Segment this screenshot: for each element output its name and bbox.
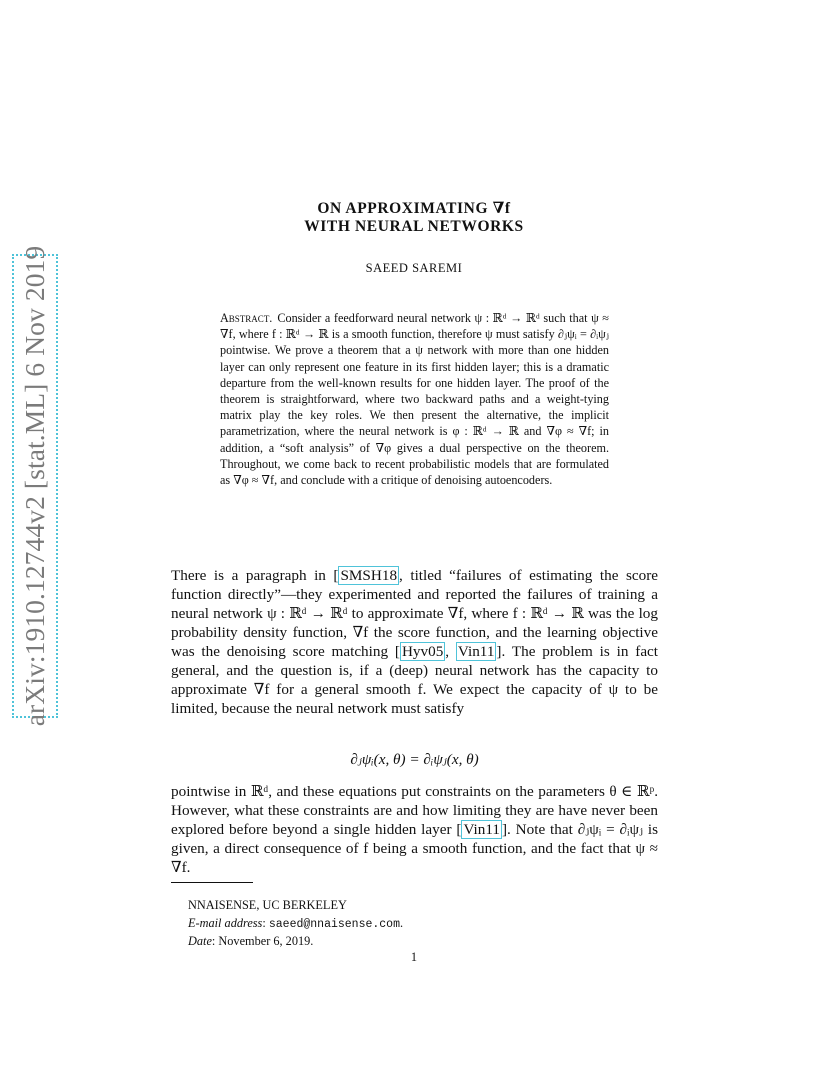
body-text: , bbox=[445, 643, 456, 660]
abstract-label: Abstract. bbox=[220, 311, 273, 325]
arxiv-stamp[interactable] bbox=[12, 245, 58, 727]
display-equation: ∂ⱼψᵢ(x, θ) = ∂ᵢψⱼ(x, θ) bbox=[350, 751, 479, 768]
date-label: Date bbox=[188, 934, 212, 948]
body-text: . The problem is in fact general, and the question is, if a (deep) neural network has the capacity to approximate ∇f for a general smooth f. We expect the capacity of ψ to be limited, because the neural network must satisfy bbox=[171, 643, 659, 717]
paper-title bbox=[0, 200, 828, 236]
affiliation: NNAISENSE, UC BERKELEY bbox=[188, 898, 347, 912]
page-number: 1 bbox=[410, 950, 418, 964]
email-link[interactable]: saeed@nnaisense.com bbox=[268, 917, 400, 931]
email-line: E-mail address: saeed@nnaisense.com. bbox=[188, 915, 404, 931]
body-text: , titled “failures of estimating the score function directly”—they experimented and reported the failures of training a neural network ψ : ℝᵈ → ℝᵈ to approximate ∇f, where f : ℝᵈ → ℝ was the log probability density function, ∇f the score function, and the learning objective was the denoising score matching bbox=[171, 567, 658, 660]
arxiv-identifier: arXiv:1910.12744v2 [stat.ML] 6 Nov 2019 bbox=[19, 245, 50, 727]
footnote-divider bbox=[171, 882, 253, 883]
citation-link-vin11[interactable]: Vin11 bbox=[457, 643, 495, 660]
citation-link-smsh18[interactable]: SMSH18 bbox=[340, 567, 398, 584]
abstract bbox=[220, 310, 609, 488]
title-line-2: WITH NEURAL NETWORKS bbox=[304, 218, 524, 235]
body-paragraph-1: There is a paragraph in [ SMSH18 , titled “failures of estimating the score function directly”—they experimented and reported the failures of training a neural network ψ : ℝᵈ → ℝᵈ to approximate ∇f, where f : ℝᵈ → ℝ was the log probability density function, ∇f the score function, and the learning objective was the denoising score matching [ Hyv05 , Vin11 ]. The problem is in fact general, and the question is, if a (deep) neural network has the capacity to approximate ∇f for a general smooth f. We expect the capacity of ψ to be limited, because the neural network must satisfy bbox=[171, 567, 659, 717]
body-text: pointwise in ℝᵈ, and these equations put constraints on the parameters θ ∈ ℝᵖ. However, what these constraints are and how limiting they are have never been explored before beyond a single hidden layer bbox=[171, 783, 658, 838]
author-name: SAEED SAREMI bbox=[365, 261, 463, 275]
body-text: . Note that ∂ⱼψᵢ = ∂ᵢψⱼ is given, a direct consequence of f being a smooth function, and the fact that ψ ≈ ∇f. bbox=[171, 821, 658, 876]
body-text: There is a paragraph in bbox=[171, 567, 334, 584]
citation-link-hyv05[interactable]: Hyv05 bbox=[401, 643, 444, 660]
date-line: Date: November 6, 2019. bbox=[188, 934, 314, 948]
body-paragraph-2: pointwise in ℝᵈ, and these equations put constraints on the parameters θ ∈ ℝᵖ. However, what these constraints are and how limiting they are have never been explored before beyond a single hidden layer [ Vin11 ]. Note that ∂ⱼψᵢ = ∂ᵢψⱼ is given, a direct consequence of f being a smooth function, and the fact that ψ ≈ ∇f. bbox=[171, 783, 658, 876]
abstract-text: Consider a feedforward neural network ψ : ℝᵈ → ℝᵈ such that ψ ≈ ∇f, where f : ℝᵈ → ℝ is a smooth function, therefore ψ must satisfy ∂ⱼψᵢ = ∂ᵢψⱼ pointwise. We prove a theorem that a ψ network with more than one hidden layer can only represent one feature in its first hidden layer; this is a dramatic departure from the well-known results for one hidden layer. The proof of the theorem is straightforward, where two backward paths and a weight-tying matrix play the key roles. We then present the alternative, the implicit parametrization, where the neural network is φ : ℝᵈ → ℝ and ∇φ ≈ ∇f; in addition, a “soft analysis” of ∇φ gives a dual perspective on the theorem. Throughout, we come back to recent probabilistic models that are formulated as ∇φ ≈ ∇f, and conclude with a critique of denoising autoencoders. bbox=[220, 311, 609, 488]
title-line-1: ON APPROXIMATING ∇f bbox=[317, 200, 511, 217]
footnote bbox=[188, 897, 403, 951]
date-value: November 6, 2019. bbox=[218, 934, 314, 948]
citation-link-vin11-second[interactable]: Vin11 bbox=[463, 821, 500, 838]
email-label: E-mail address bbox=[188, 915, 263, 930]
